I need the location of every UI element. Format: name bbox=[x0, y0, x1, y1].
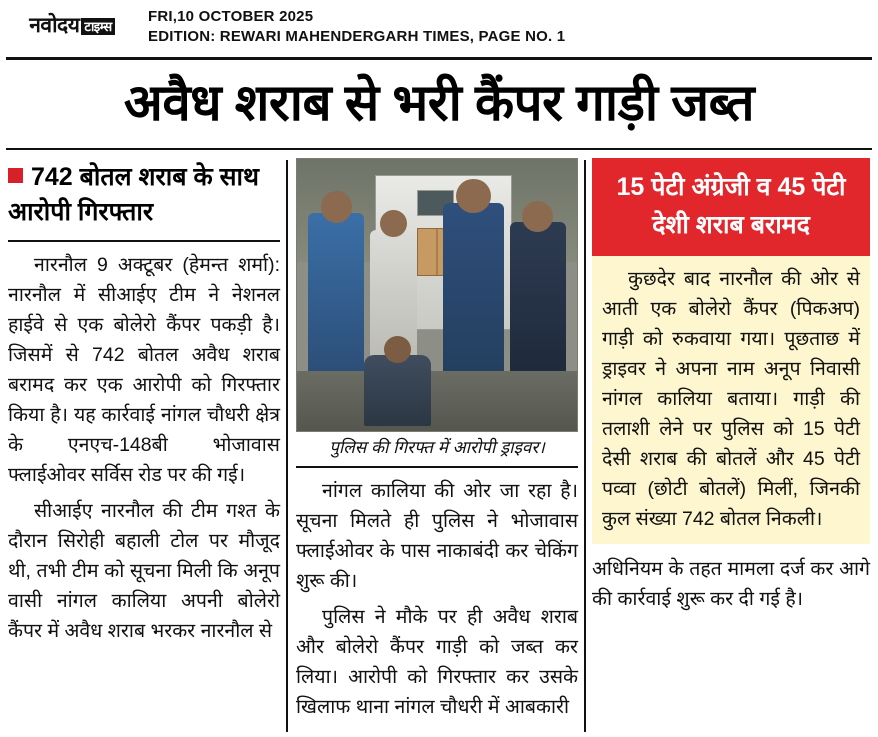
photo-seated-accused bbox=[364, 355, 431, 426]
photo-person bbox=[443, 203, 505, 372]
article-body-two bbox=[296, 476, 578, 722]
square-bullet-icon bbox=[8, 168, 23, 183]
photo-caption: पुलिस की गिरफ्त में आरोपी ड्राइवर। bbox=[329, 438, 545, 457]
column-rule bbox=[296, 466, 578, 468]
photo-person-head bbox=[456, 179, 490, 213]
article-body-one bbox=[8, 250, 280, 646]
edition-info: EDITION: REWARI MAHENDERGARH TIMES, PAGE NO. 1 bbox=[148, 28, 566, 45]
photo-person-head bbox=[321, 191, 352, 222]
masthead bbox=[0, 0, 878, 58]
column-rule bbox=[8, 240, 280, 242]
paragraph: नांगल कालिया की ओर जा रहा है। सूचना मिलते ही पुलिस ने भोजावास फ्लाईओवर के पास नाकाबंदी कर चेकिंग शुरू की। bbox=[296, 480, 578, 592]
paragraph: पुलिस ने मौके पर ही अवैध शराब और बोलेरो कैंपर गाड़ी को जब्त कर लिया। आरोपी को गिरफ्तार कर उसके खिलाफ थाना नांगल चौधरी में आबकारी bbox=[296, 606, 578, 718]
article-subheadline: 742 बोतल शराब के साथ आरोपी गिरफ्तार bbox=[8, 163, 259, 226]
masthead-divider bbox=[6, 57, 872, 60]
paragraph: कुछदेर बाद नारनौल की ओर से आती एक बोलेरो कैंपर (पिकअप) गाड़ी को रुकवाया गया। पूछताछ में ड्राइवर ने अपना नाम अनूप निवासी नांगल कालिया बताया। गाड़ी की तलाशी लेने पर पुलिस को 15 पेटी देसी शराब की बोतलें और 45 पेटी पव्वा (छोटी बोतलें) मिलीं, जिनकी कुल संख्या 742 बोतल निकली। bbox=[602, 268, 860, 530]
photo-seated-accused-head bbox=[384, 336, 411, 363]
photo-person-head bbox=[522, 201, 553, 232]
paragraph: अधिनियम के तहत मामला दर्ज कर आगे की कार्रवाई शुरू कर दी गई है। bbox=[592, 558, 870, 610]
column-separator bbox=[286, 160, 288, 732]
edition-date: FRI,10 OCTOBER 2025 bbox=[148, 8, 314, 25]
article-body-three bbox=[592, 544, 870, 614]
paragraph: नारनौल 9 अक्टूबर (हेमन्त शर्मा): नारनौल में सीआईए टीम ने नेशनल हाईवे से एक बोलेरो कैंपर पकड़ी है। जिसमें से 742 बोतल अवैध शराब बरामद कर एक आरोपी को गिरफ्तार किया है। यह कार्रवाई नांगल चौधरी क्षेत्र के एनएच-148बी भोजावास फ्लाईओवर सर्विस रोड पर की गई। bbox=[8, 254, 280, 486]
headline-divider bbox=[6, 148, 872, 150]
publication-logo bbox=[8, 10, 136, 40]
police-with-arrested-driver-photo bbox=[296, 158, 578, 432]
photo-person bbox=[510, 222, 566, 372]
logo-text: नवोदय टाइम्स bbox=[29, 11, 114, 39]
page-headline: अवैध शराब से भरी कैंपर गाड़ी जब्त bbox=[123, 74, 755, 131]
column-separator bbox=[584, 160, 586, 732]
article-column-three bbox=[592, 158, 870, 614]
photo-person-head bbox=[380, 210, 407, 237]
highlight-red-box: 15 पेटी अंग्रेजी व 45 पेटी देशी शराब बरामद bbox=[592, 158, 870, 256]
photo-ground bbox=[297, 371, 577, 431]
photo-person bbox=[308, 213, 364, 371]
paragraph: सीआईए नारनौल की टीम गश्त के दौरान सिरोही बहाली टोल पर मौजूद थी, तभी टीम को सूचना मिली कि अनूप वासी नांगल कालिया अपनी बोलेरो कैंपर में अवैध शराब भरकर नारनौल से bbox=[8, 500, 280, 642]
article-column-two bbox=[296, 158, 578, 722]
highlight-yellow-box bbox=[592, 256, 870, 544]
article-column-one bbox=[8, 160, 280, 646]
